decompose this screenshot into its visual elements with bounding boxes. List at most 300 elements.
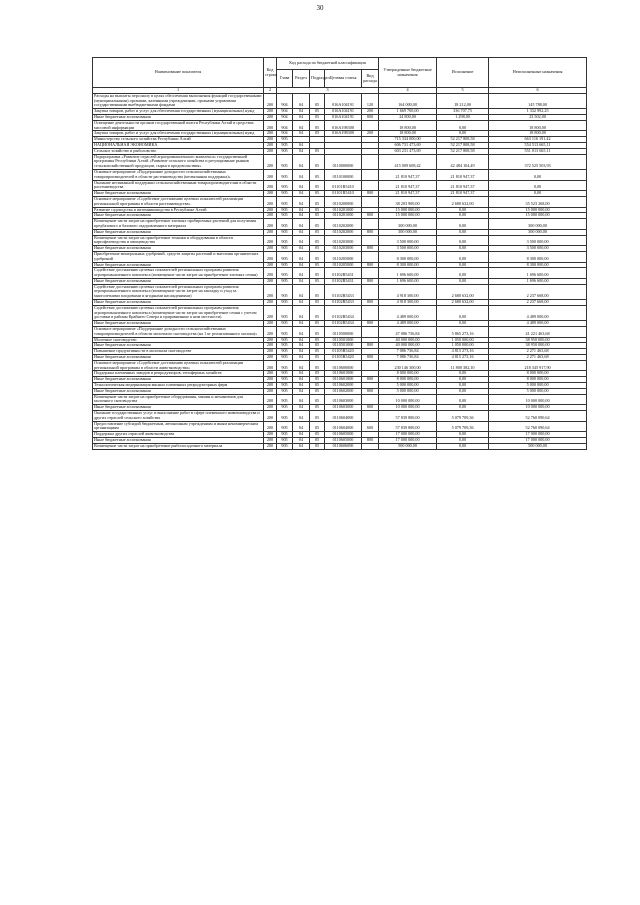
cell-podrazdel: 05	[310, 421, 325, 432]
cell-name: Закупка товаров, работ и услуг для обеспечения государственных (муниципальных) нужд	[93, 131, 264, 137]
cell-target: 0110600000	[325, 360, 362, 371]
cell-execution: 2 680 632,00	[437, 284, 489, 299]
cell-podrazdel: 05	[310, 343, 325, 349]
cell-name: Содействие достижению целевых показателей региональных программ развития агропромышленного комплекса (возмещение части затрат на закладку и уход за многолетними плодовыми и ягодными насаждениями)	[93, 284, 264, 299]
cell-execution: 1 050 000,00	[437, 343, 489, 349]
cell-unexecuted: 18 800,00	[489, 120, 587, 131]
cell-target: 01102R5433	[325, 300, 362, 306]
cell-execution: 21 810 947,37	[437, 169, 489, 180]
cell-execution: 0,00	[437, 251, 489, 262]
col-number: 1	[93, 88, 264, 94]
table-row	[93, 421, 587, 432]
cell-exp-type: 120	[362, 93, 379, 108]
cell-glava: 905	[277, 169, 293, 180]
cell-unexecuted: 35 523 268,00	[489, 196, 587, 207]
cell-razdel: 04	[293, 411, 310, 422]
cell-glava: 904	[277, 109, 293, 115]
cell-exp-type	[362, 169, 379, 180]
cell-exp-type: 800	[362, 355, 379, 361]
page-number: 30	[316, 4, 324, 12]
cell-razdel: 04	[293, 262, 310, 268]
cell-code: 200	[264, 383, 277, 389]
cell-approved: 8 300 000,00	[379, 262, 437, 268]
cell-unexecuted: 1 332 992,25	[489, 109, 587, 115]
cell-approved: 38 203 900,00	[379, 196, 437, 207]
cell-razdel: 04	[293, 383, 310, 389]
cell-glava: 905	[277, 360, 293, 371]
cell-glava: 905	[277, 235, 293, 246]
cell-exp-type: 800	[362, 343, 379, 349]
cell-unexecuted: 10 000 000,00	[489, 394, 587, 405]
cell-podrazdel: 05	[310, 300, 325, 306]
cell-podrazdel: 05	[310, 305, 325, 320]
cell-podrazdel: 05	[310, 337, 325, 343]
cell-approved: 164 000,00	[379, 93, 437, 108]
cell-execution: 0,00	[437, 405, 489, 411]
cell-unexecuted: 17 000 000,00	[489, 432, 587, 438]
cell-razdel: 04	[293, 114, 310, 120]
cell-approved: 18 800,00	[379, 131, 437, 137]
cell-approved: 40 000 000,00	[379, 337, 437, 343]
cell-unexecuted: 10 000 000,00	[489, 405, 587, 411]
cell-execution: 0,00	[437, 278, 489, 284]
cell-name: Иные бюджетные ассигнования	[93, 377, 264, 383]
cell-razdel: 04	[293, 268, 310, 279]
cell-podrazdel: 05	[310, 154, 325, 169]
cell-target: 0110604000	[325, 411, 362, 422]
col-number: 5	[437, 88, 489, 94]
cell-name: Закупка товаров, работ и услуг для обеспечения государственных (муниципальных) нужд	[93, 109, 264, 115]
cell-target: 0110205000	[325, 251, 362, 262]
cell-code: 200	[264, 411, 277, 422]
cell-unexecuted: 15 000 000,00	[489, 213, 587, 219]
cell-name: Расходы на выплаты персоналу в целях обеспечения выполнения функций государственными (муниципальными) органами, казенными учреждениями, органами управления государственными внебюджетными фондами	[93, 93, 264, 108]
cell-razdel: 04	[293, 142, 310, 148]
cell-execution: 0,00	[437, 229, 489, 235]
cell-name: Иные бюджетные ассигнования	[93, 343, 264, 349]
header-classification: Код расхода по бюджетной классификации	[277, 58, 379, 70]
cell-unexecuted: 300 000,00	[489, 219, 587, 230]
cell-name: Оказание государственных услуг и выполнение работ в сфере племенного животноводства и других отраслей сельского хозяйства	[93, 411, 264, 422]
cell-execution: 1 298,00	[437, 114, 489, 120]
cell-name: Иные бюджетные ассигнования	[93, 213, 264, 219]
cell-target: 0110501000	[325, 343, 362, 349]
cell-unexecuted: 8 300 000,00	[489, 262, 587, 268]
cell-code: 200	[264, 191, 277, 197]
cell-approved: 300 000,00	[379, 219, 437, 230]
cell-exp-type: 800	[362, 262, 379, 268]
cell-exp-type	[362, 394, 379, 405]
cell-name: Содействие достижению целевых показателей региональных программ развития агропромышленного комплекса (возмещение части затрат на приобретение элитных семян)	[93, 268, 264, 279]
cell-execution: 21 810 947,37	[437, 180, 489, 191]
header-name: Наименование показателя	[93, 58, 264, 88]
cell-execution: 5 079 709,36	[437, 421, 489, 432]
cell-approved: 17 000 000,00	[379, 438, 437, 444]
cell-approved: 21 810 947,37	[379, 180, 437, 191]
table-row	[93, 251, 587, 262]
cell-razdel: 04	[293, 213, 310, 219]
cell-glava: 905	[277, 388, 293, 394]
cell-execution: 52 217 808,58	[437, 137, 489, 143]
cell-approved: 3 500 000,00	[379, 235, 437, 246]
cell-exp-type	[362, 327, 379, 338]
table-row	[93, 196, 587, 207]
cell-name: Возмещение части затрат на приобретение рыбопосадочного материала	[93, 443, 264, 449]
col-number: 4	[379, 88, 437, 94]
cell-glava: 905	[277, 191, 293, 197]
cell-glava: 905	[277, 432, 293, 438]
cell-exp-type: 800	[362, 114, 379, 120]
cell-code: 200	[264, 337, 277, 343]
cell-approved: 8 300 000,00	[379, 251, 437, 262]
table-row	[93, 268, 587, 279]
cell-razdel: 04	[293, 207, 310, 213]
cell-approved: 300 000,00	[379, 229, 437, 235]
cell-razdel: 04	[293, 246, 310, 252]
cell-code: 200	[264, 246, 277, 252]
cell-execution: 0,00	[437, 268, 489, 279]
cell-target: 016A198300	[325, 131, 362, 137]
cell-unexecuted: 3 500 000,00	[489, 235, 587, 246]
cell-code: 200	[264, 169, 277, 180]
cell-code: 200	[264, 284, 277, 299]
cell-glava: 905	[277, 262, 293, 268]
cell-approved: 603 231 473,69	[379, 148, 437, 154]
cell-razdel: 04	[293, 377, 310, 383]
cell-name: Основное мероприятие «Содействие достижению целевых показателей реализации региональной программы в области растениеводства»	[93, 196, 264, 207]
cell-name: Подпрограмма «Развитие отраслей агропромышленного комплекса» государственной программы Республики Алтай «Развитие сельского хозяйства и регулирование рынков сельскохозяйственной продукции, сырья и продовольствия»	[93, 154, 264, 169]
cell-approved: 4 918 300,00	[379, 300, 437, 306]
cell-razdel: 04	[293, 300, 310, 306]
cell-razdel: 04	[293, 278, 310, 284]
cell-name: Освещение деятельности органов государственной власти Республики Алтай в средствах массовой информации	[93, 120, 264, 131]
cell-unexecuted: 4 489 000,00	[489, 305, 587, 320]
cell-approved: 8 000 000,00	[379, 371, 437, 377]
cell-razdel: 04	[293, 169, 310, 180]
cell-podrazdel: 05	[310, 207, 325, 213]
cell-code: 200	[264, 196, 277, 207]
cell-exp-type	[362, 219, 379, 230]
cell-target: 01102R5431	[325, 268, 362, 279]
cell-glava: 905	[277, 246, 293, 252]
cell-code: 200	[264, 355, 277, 361]
cell-code: 200	[264, 154, 277, 169]
cell-target: 0110606000	[325, 443, 362, 449]
cell-code: 200	[264, 120, 277, 131]
cell-exp-type: 800	[362, 229, 379, 235]
cell-execution: 0,00	[437, 219, 489, 230]
cell-target: 01102R5433	[325, 284, 362, 299]
cell-exp-type	[362, 180, 379, 191]
cell-glava: 905	[277, 305, 293, 320]
cell-glava: 905	[277, 421, 293, 432]
cell-approved: 1 669 700,00	[379, 109, 437, 115]
cell-glava: 905	[277, 278, 293, 284]
cell-podrazdel: 05	[310, 229, 325, 235]
cell-exp-type	[362, 235, 379, 246]
cell-code: 200	[264, 278, 277, 284]
cell-podrazdel: 05	[310, 383, 325, 389]
table-body	[93, 93, 587, 449]
cell-unexecuted: 38 950 000,00	[489, 343, 587, 349]
cell-exp-type: 600	[362, 421, 379, 432]
cell-razdel: 04	[293, 109, 310, 115]
cell-name: Возмещение части затрат на приобретение элитных пробирочных растений для получения предбазового и базового оздоровленного материала	[93, 219, 264, 230]
cell-name: Министерство сельского хозяйства Республики Алтай	[93, 137, 264, 143]
cell-code: 200	[264, 180, 277, 191]
table-row	[93, 327, 587, 338]
cell-target: 0110202000	[325, 229, 362, 235]
cell-podrazdel: 05	[310, 371, 325, 377]
cell-code: 200	[264, 131, 277, 137]
cell-target: 01101R5410	[325, 191, 362, 197]
cell-razdel: 04	[293, 432, 310, 438]
cell-podrazdel: 05	[310, 411, 325, 422]
cell-glava: 905	[277, 343, 293, 349]
cell-execution: 0,00	[437, 213, 489, 219]
cell-glava: 905	[277, 154, 293, 169]
cell-exp-type: 800	[362, 388, 379, 394]
cell-target: 016A104191	[325, 93, 362, 108]
cell-name: Молочное скотоводство	[93, 337, 264, 343]
cell-name: Технологическая модернизация мясных племенных репродукторных ферм	[93, 383, 264, 389]
cell-podrazdel: 05	[310, 93, 325, 108]
cell-approved: 1 696 600,00	[379, 278, 437, 284]
cell-target: 0110605000	[325, 432, 362, 438]
cell-execution: 0,00	[437, 371, 489, 377]
cell-code: 200	[264, 388, 277, 394]
cell-unexecuted: 23 502,00	[489, 114, 587, 120]
cell-glava: 905	[277, 405, 293, 411]
cell-execution: 52 217 808,58	[437, 142, 489, 148]
cell-target: 0110605000	[325, 438, 362, 444]
cell-unexecuted: 0,00	[489, 180, 587, 191]
cell-razdel: 04	[293, 355, 310, 361]
cell-approved: 40 000 000,00	[379, 343, 437, 349]
cell-unexecuted: 145 788,00	[489, 93, 587, 108]
cell-glava: 905	[277, 196, 293, 207]
cell-execution: 0,00	[437, 377, 489, 383]
cell-razdel: 04	[293, 305, 310, 320]
cell-execution: 4 815 273,16	[437, 355, 489, 361]
cell-target: 01101R5410	[325, 180, 362, 191]
cell-execution: 0,00	[437, 246, 489, 252]
cell-execution: 42 484 104,49	[437, 154, 489, 169]
cell-razdel: 04	[293, 93, 310, 108]
cell-approved: 3 500 000,00	[379, 246, 437, 252]
cell-execution: 5 079 709,36	[437, 411, 489, 422]
cell-name: Иные бюджетные ассигнования	[93, 278, 264, 284]
cell-razdel: 04	[293, 438, 310, 444]
cell-code: 200	[264, 394, 277, 405]
cell-exp-type: 800	[362, 405, 379, 411]
cell-execution: 0,00	[437, 235, 489, 246]
cell-execution: 4 815 273,16	[437, 349, 489, 355]
cell-execution: 0,00	[437, 388, 489, 394]
header-target: Целевая статья	[325, 70, 362, 88]
cell-name: Предоставление субсидий бюджетным, автономным учреждениям и иным некоммерческим организациям	[93, 421, 264, 432]
table-row	[93, 219, 587, 230]
cell-approved: 5 000 000,00	[379, 383, 437, 389]
cell-name: Развитие садоводства и питомниководства в Республике Алтай	[93, 207, 264, 213]
cell-execution: 18 212,00	[437, 93, 489, 108]
cell-execution: 0,00	[437, 262, 489, 268]
cell-podrazdel: 05	[310, 196, 325, 207]
col-number: 6	[489, 88, 587, 94]
cell-name: Иные бюджетные ассигнования	[93, 114, 264, 120]
cell-name: Поддержка других отраслей животноводства	[93, 432, 264, 438]
cell-glava: 905	[277, 213, 293, 219]
cell-execution: 0,00	[437, 432, 489, 438]
cell-unexecuted: 18 800,00	[489, 131, 587, 137]
cell-execution: 1 050 000,00	[437, 337, 489, 343]
cell-execution: 0,00	[437, 438, 489, 444]
cell-approved: 10 000 000,00	[379, 394, 437, 405]
cell-podrazdel: 05	[310, 438, 325, 444]
cell-razdel: 04	[293, 229, 310, 235]
cell-target: 01105R5420	[325, 355, 362, 361]
cell-execution: 0,00	[437, 207, 489, 213]
cell-exp-type	[362, 360, 379, 371]
cell-exp-type: 200	[362, 131, 379, 137]
cell-name: Иные бюджетные ассигнования	[93, 321, 264, 327]
cell-glava: 905	[277, 300, 293, 306]
cell-target: 0110601000	[325, 377, 362, 383]
table-row	[93, 93, 587, 108]
cell-approved: 15 000 000,00	[379, 207, 437, 213]
cell-podrazdel: 05	[310, 262, 325, 268]
cell-target: 0110501000	[325, 337, 362, 343]
cell-target: 0110203000	[325, 246, 362, 252]
cell-glava: 905	[277, 148, 293, 154]
cell-name: Приобретение минеральных удобрений, средств защиты растений и внесения органических удобрений	[93, 251, 264, 262]
cell-glava: 905	[277, 142, 293, 148]
cell-execution: 2 680 632,00	[437, 300, 489, 306]
cell-exp-type: 800	[362, 300, 379, 306]
cell-approved: 415 009 608,42	[379, 154, 437, 169]
cell-podrazdel: 05	[310, 148, 325, 154]
cell-approved: 7 086 736,84	[379, 349, 437, 355]
cell-podrazdel: 05	[310, 278, 325, 284]
cell-razdel: 04	[293, 120, 310, 131]
table-row	[93, 284, 587, 299]
cell-name: Иные бюджетные ассигнования	[93, 405, 264, 411]
cell-unexecuted: 52 760 090,64	[489, 411, 587, 422]
cell-unexecuted: 554 513 665,11	[489, 142, 587, 148]
cell-target: 0110202000	[325, 219, 362, 230]
cell-name: Иные бюджетные ассигнования	[93, 388, 264, 394]
cell-execution: 0,00	[437, 443, 489, 449]
cell-target: 01102R5431	[325, 278, 362, 284]
cell-glava: 905	[277, 321, 293, 327]
cell-razdel: 04	[293, 321, 310, 327]
cell-name: Поддержка племенных заводов и репродукторов, тепофермых хозяйств	[93, 371, 264, 377]
cell-razdel: 04	[293, 154, 310, 169]
cell-podrazdel: 05	[310, 114, 325, 120]
cell-exp-type	[362, 154, 379, 169]
cell-code: 200	[264, 235, 277, 246]
cell-approved: 4 918 300,00	[379, 284, 437, 299]
cell-exp-type: 800	[362, 213, 379, 219]
cell-razdel: 04	[293, 196, 310, 207]
cell-target: 0110000000	[325, 154, 362, 169]
cell-exp-type: 800	[362, 377, 379, 383]
cell-approved: 4 489 000,00	[379, 305, 437, 320]
cell-podrazdel: 05	[310, 131, 325, 137]
cell-razdel: 04	[293, 131, 310, 137]
cell-glava: 904	[277, 131, 293, 137]
cell-glava: 904	[277, 93, 293, 108]
cell-unexecuted: 2 271 463,68	[489, 349, 587, 355]
cell-approved: 15 000 000,00	[379, 213, 437, 219]
cell-podrazdel: 05	[310, 432, 325, 438]
cell-name: Иные бюджетные ассигнования	[93, 438, 264, 444]
cell-unexecuted: 8 000 000,00	[489, 371, 587, 377]
cell-code: 200	[264, 421, 277, 432]
cell-approved: 21 810 947,37	[379, 169, 437, 180]
cell-unexecuted: 17 000 000,00	[489, 438, 587, 444]
cell-code: 200	[264, 327, 277, 338]
cell-razdel: 04	[293, 191, 310, 197]
header-unexecuted: Неисполненные назначения	[489, 58, 587, 88]
cell-code: 200	[264, 148, 277, 154]
cell-approved: 230 146 300,00	[379, 360, 437, 371]
cell-code: 200	[264, 114, 277, 120]
cell-unexecuted: 300 000,00	[489, 229, 587, 235]
cell-code: 200	[264, 142, 277, 148]
cell-name: Оказание несвязанной поддержки сельскохозяйственным товаропроизводителям в области растениеводства	[93, 180, 264, 191]
cell-approved: 57 839 800,00	[379, 411, 437, 422]
cell-glava: 904	[277, 120, 293, 131]
cell-approved: 500 000,00	[379, 443, 437, 449]
cell-unexecuted: 8 000 000,00	[489, 377, 587, 383]
cell-target: 0110203000	[325, 235, 362, 246]
header-execution: Исполнение	[437, 58, 489, 88]
cell-unexecuted: 0,00	[489, 169, 587, 180]
cell-glava: 904	[277, 114, 293, 120]
cell-exp-type: 800	[362, 438, 379, 444]
cell-approved: 47 086 736,84	[379, 327, 437, 338]
cell-razdel: 04	[293, 405, 310, 411]
cell-razdel: 04	[293, 327, 310, 338]
cell-target: 0110603000	[325, 394, 362, 405]
cell-execution: 5 865 273,16	[437, 327, 489, 338]
cell-target: 0110205000	[325, 262, 362, 268]
cell-podrazdel: 05	[310, 180, 325, 191]
cell-exp-type: 800	[362, 278, 379, 284]
cell-approved: 7 086 736,84	[379, 355, 437, 361]
cell-exp-type	[362, 443, 379, 449]
cell-code: 200	[264, 300, 277, 306]
cell-approved: 715 334 000,00	[379, 137, 437, 143]
cell-podrazdel: 05	[310, 169, 325, 180]
table-row	[93, 169, 587, 180]
cell-podrazdel: 05	[310, 360, 325, 371]
cell-target: 0110201000	[325, 213, 362, 219]
cell-unexecuted: 2 271 463,68	[489, 355, 587, 361]
header-code: Код строки	[264, 58, 277, 88]
cell-unexecuted: 52 760 090,64	[489, 421, 587, 432]
cell-unexecuted: 41 221 463,68	[489, 327, 587, 338]
cell-target: 0110601000	[325, 371, 362, 377]
cell-code: 200	[264, 321, 277, 327]
cell-approved: 4 489 000,00	[379, 321, 437, 327]
cell-razdel: 04	[293, 388, 310, 394]
cell-razdel: 04	[293, 219, 310, 230]
cell-approved: 57 839 800,00	[379, 421, 437, 432]
cell-razdel: 04	[293, 360, 310, 371]
cell-name: Иные бюджетные ассигнования	[93, 229, 264, 235]
